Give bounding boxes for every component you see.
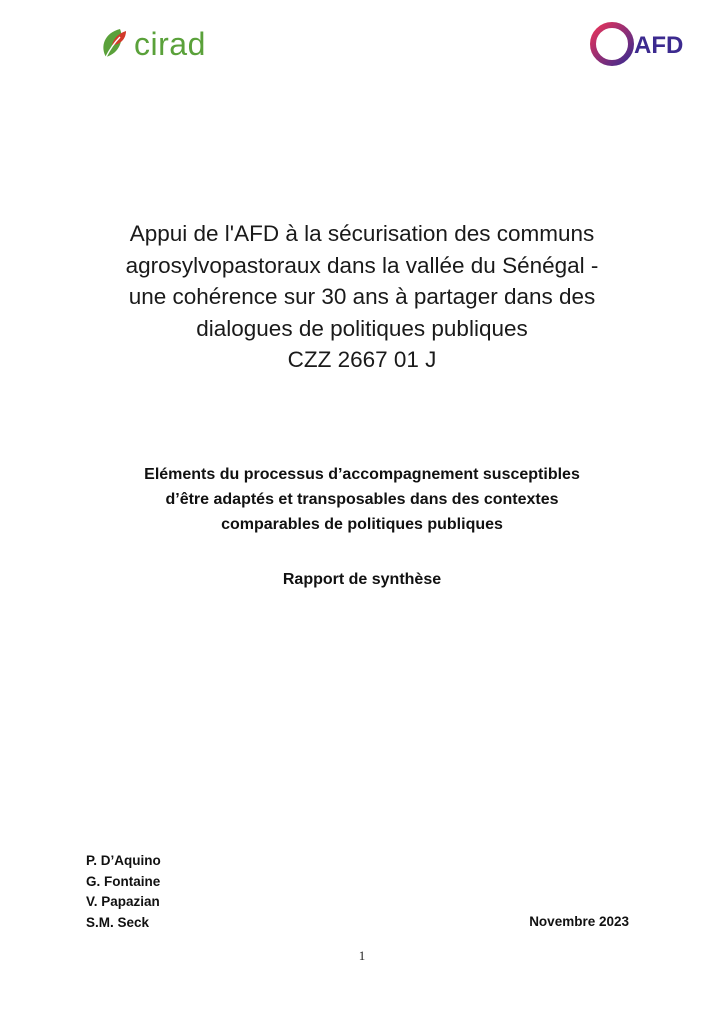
- afd-logo: [588, 18, 698, 70]
- subtitle-line: comparables de politiques publiques: [221, 516, 503, 533]
- title-line: Appui de l'AFD à la sécurisation des communs: [129, 221, 595, 246]
- document-title: [40, 218, 684, 376]
- publication-date: Novembre 2023: [529, 914, 629, 929]
- title-line: dialogues de politiques publiques: [196, 315, 528, 341]
- subtitle-line: d’être adaptés et transposables dans des contextes: [165, 491, 559, 508]
- cirad-logo: [100, 24, 206, 64]
- subtitle-line: Eléments du processus d’accompagnement susceptibles: [144, 466, 580, 483]
- authors-list: [86, 851, 161, 933]
- title-line: agrosylvopastoraux dans la vallée du Sénégal -: [125, 252, 599, 278]
- report-type: Rapport de synthèse: [282, 571, 442, 588]
- project-code: CZZ 2667 01 J: [287, 347, 437, 372]
- document-subtitle: [40, 462, 684, 537]
- cirad-leaf-icon: [100, 27, 130, 61]
- cirad-logo-text: cirad: [134, 26, 206, 62]
- author: G. Fontaine: [86, 873, 161, 889]
- afd-ring-icon: [593, 25, 631, 63]
- author: S.M. Seck: [86, 914, 150, 930]
- afd-logo-text: AFD: [634, 32, 684, 59]
- author: V. Papazian: [86, 894, 160, 909]
- author: P. D’Aquino: [86, 853, 161, 868]
- page-number: 1: [358, 948, 366, 963]
- title-line: une cohérence sur 30 ans à partager dans des: [128, 284, 596, 309]
